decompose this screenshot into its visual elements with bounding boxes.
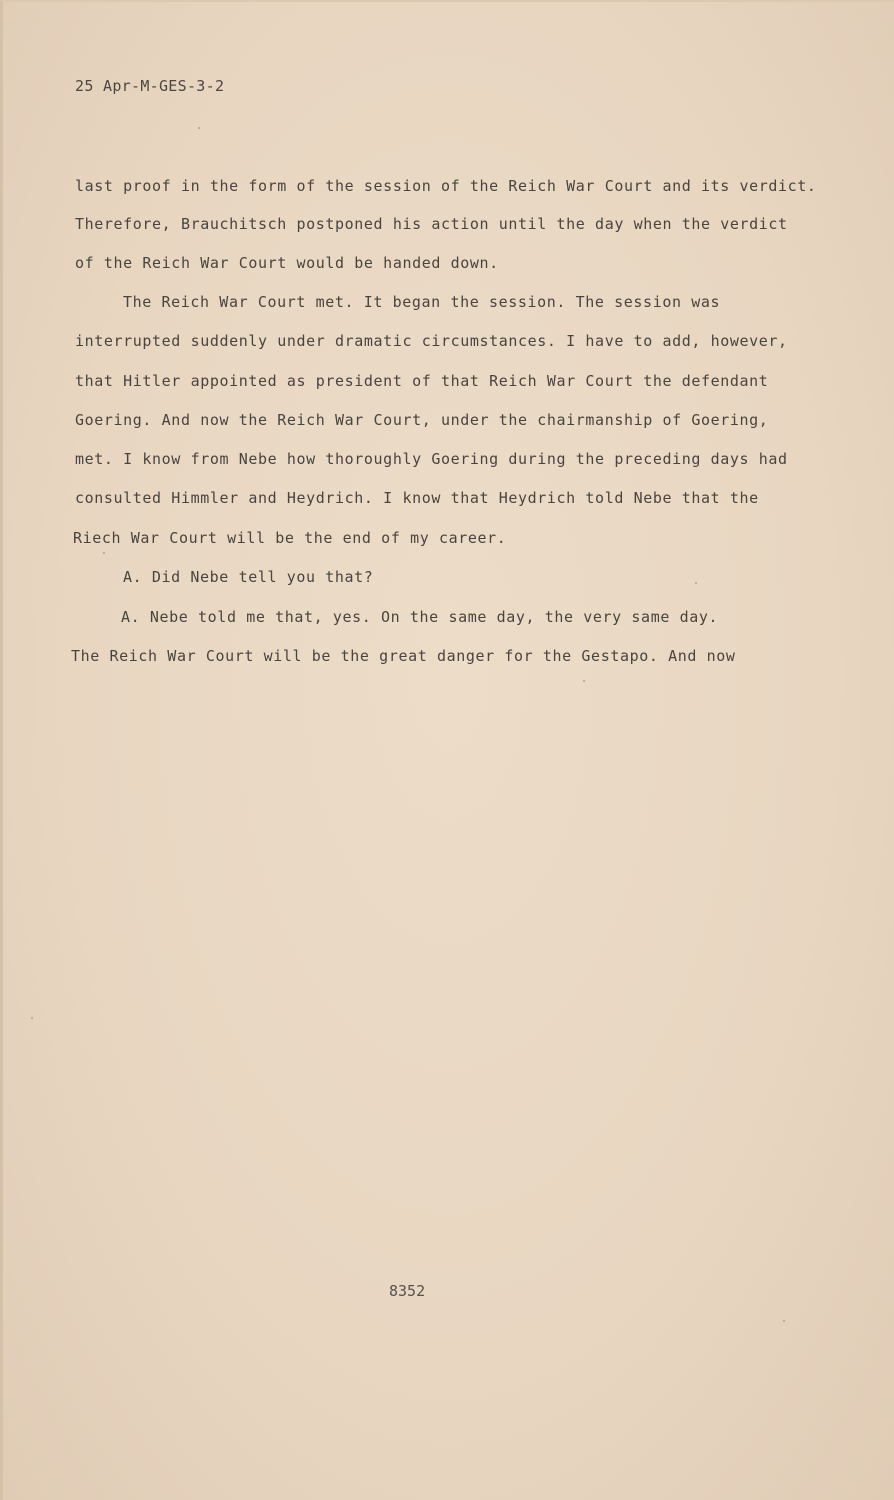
text-line: of the Reich War Court would be handed down. bbox=[75, 254, 499, 272]
text-line: Therefore, Brauchitsch postponed his action until the day when the verdict bbox=[75, 215, 788, 233]
text-line: that Hitler appointed as president of that Reich War Court the defendant bbox=[75, 372, 769, 390]
text-line: consulted Himmler and Heydrich. I know that Heydrich told Nebe that the bbox=[75, 489, 759, 507]
text-line: interrupted suddenly under dramatic circumstances. I have to add, however, bbox=[75, 332, 788, 350]
paper-speck bbox=[695, 582, 697, 584]
paper-speck bbox=[198, 127, 200, 129]
text-line: Riech War Court will be the end of my career. bbox=[73, 529, 507, 547]
text-line: Goering. And now the Reich War Court, under the chairmanship of Goering, bbox=[75, 411, 769, 429]
text-line: The Reich War Court will be the great danger for the Gestapo. And now bbox=[71, 647, 736, 665]
text-line: A. Nebe told me that, yes. On the same day, the very same day. bbox=[121, 608, 719, 626]
page-number: 8352 bbox=[389, 1282, 426, 1300]
paper-speck bbox=[783, 1320, 785, 1322]
paper-speck bbox=[583, 680, 585, 682]
document-reference: 25 Apr-M-GES-3-2 bbox=[75, 77, 225, 95]
text-line: met. I know from Nebe how thoroughly Goering during the preceding days had bbox=[75, 450, 788, 468]
text-line: last proof in the form of the session of the Reich War Court and its verdict. bbox=[75, 177, 817, 195]
text-line: The Reich War Court met. It began the session. The session was bbox=[123, 293, 721, 311]
paper-speck bbox=[31, 1017, 33, 1019]
text-line: A. Did Nebe tell you that? bbox=[123, 568, 374, 586]
paper-speck bbox=[103, 552, 105, 554]
